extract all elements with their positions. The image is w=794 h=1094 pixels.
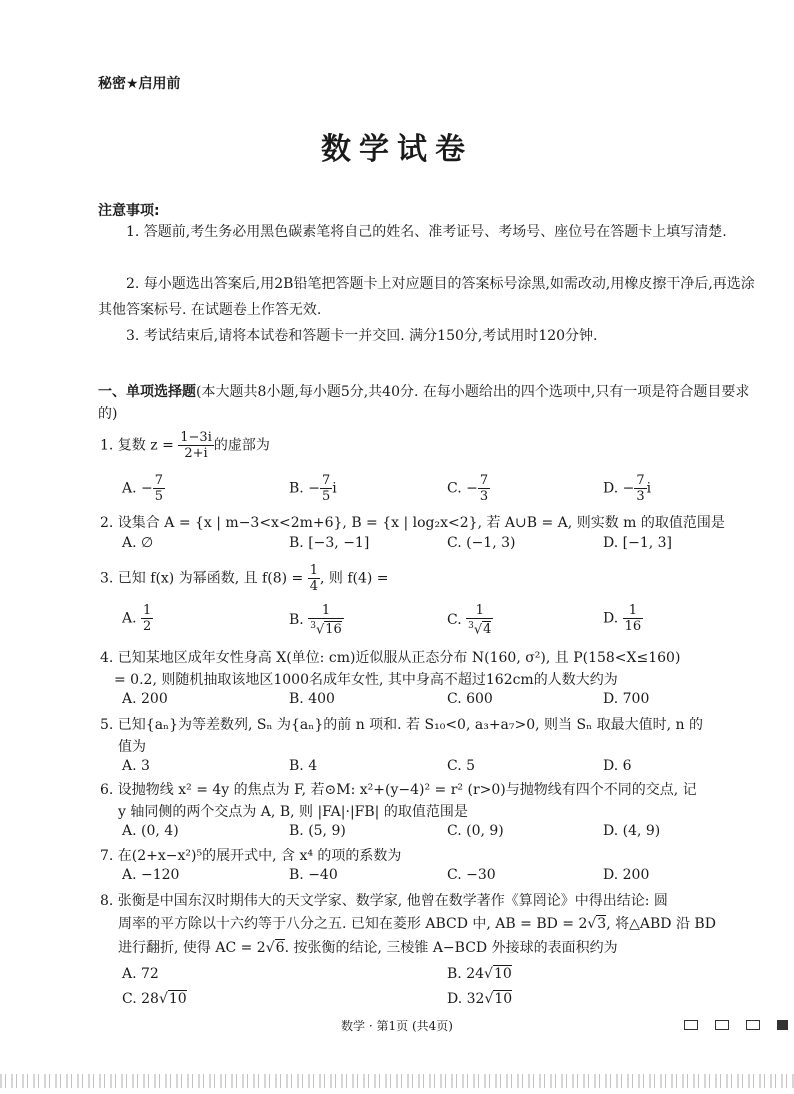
question-8-line-1: 8. 张衡是中国东汉时期伟大的天文学家、数学家, 他曾在数学著作《算罔论》中得出结论: 圆 — [100, 893, 668, 909]
root-index: 3 — [468, 621, 474, 631]
opt-label: A. — [122, 480, 137, 497]
q6-option-b[interactable]: B. (5, 9) — [289, 823, 346, 839]
q3-fraction — [308, 563, 320, 594]
q4-option-a[interactable]: A. 200 — [122, 691, 168, 707]
opt-frac — [466, 603, 493, 637]
question-6-line-2: y 轴同侧的两个交点为 A, B, 则 |FA|·|FB| 的取值范围是 — [118, 804, 468, 820]
opt-num: 7 — [636, 473, 645, 488]
opt-frac — [623, 603, 644, 634]
q1-option-a[interactable] — [122, 473, 165, 504]
opt-den: 3 — [636, 489, 645, 504]
q8-radicand-2: 6 — [275, 940, 285, 956]
opt-suffix: i — [646, 480, 652, 497]
opt-sign: − — [466, 480, 478, 497]
opt-num: 7 — [479, 473, 489, 488]
section-desc: (本大题共8小题,每小题5分,共40分. 在每小题给出的四个选项中,只有一项是符合题目要求的) — [98, 384, 750, 422]
q3-option-c[interactable] — [447, 603, 493, 637]
opt-den: 2 — [143, 619, 152, 634]
q1-option-c[interactable] — [447, 473, 490, 504]
q3-option-a[interactable] — [122, 603, 153, 634]
q5-option-d[interactable]: D. 6 — [603, 758, 632, 774]
opt-label: B. — [447, 966, 462, 982]
q1-option-b[interactable] — [289, 473, 337, 504]
q1-num: 1−3i — [180, 430, 212, 445]
q4-option-c[interactable]: C. 600 — [447, 691, 493, 707]
opt-coef: 28 — [141, 991, 159, 1007]
q8-line2-post: , 将△ABD 沿 BD — [606, 916, 716, 932]
q8-radicand-1: 3 — [597, 916, 607, 932]
radicand: 10 — [494, 991, 513, 1007]
question-5-line-2: 值为 — [118, 739, 146, 755]
q1-stem-post: 的虚部为 — [213, 437, 270, 454]
question-3 — [100, 563, 760, 594]
opt-label: D. — [603, 610, 619, 627]
q1-stem-pre: 1. 复数 z = — [100, 437, 179, 454]
opt-frac — [478, 473, 490, 504]
q7-option-a[interactable]: A. −120 — [122, 867, 180, 883]
q3-stem-pre: 3. 已知 f(x) 为幂函数, 且 f(8) = — [100, 570, 308, 587]
opt-den: $^3$√16 — [310, 621, 342, 638]
opt-label: B. — [289, 480, 304, 497]
q3-num: 1 — [309, 563, 318, 578]
opt-label: D. — [447, 991, 463, 1007]
question-4-line-1: 4. 已知某地区成年女性身高 X(单位: cm)近似服从正态分布 N(160, σ²), 且 P(158<X≤160) — [100, 650, 681, 666]
opt-coef: 72 — [141, 966, 159, 982]
opt-label: A. — [122, 966, 137, 982]
radicand: 4 — [483, 622, 492, 638]
q7-option-c[interactable]: C. −30 — [447, 867, 496, 883]
opt-sign: − — [622, 480, 635, 497]
opt-frac — [153, 473, 165, 504]
opt-frac — [320, 473, 332, 504]
q8-option-b[interactable]: B. 24√10 — [447, 966, 512, 982]
question-5-line-1: 5. 已知{aₙ}为等差数列, Sₙ 为{aₙ}的前 n 项和. 若 S₁₀<0, a₃+a₇>0, 则当 Sₙ 取最大值时, n 的 — [100, 717, 703, 733]
page-footer: 数学 · 第1页 (共4页) — [341, 1019, 453, 1033]
opt-den: $^3$√4 — [468, 621, 492, 638]
radicand: 10 — [493, 966, 512, 982]
opt-label: A. — [122, 610, 137, 627]
q5-option-a[interactable]: A. 3 — [122, 758, 150, 774]
section-title: 一、单项选择题 — [98, 384, 196, 400]
q6-option-a[interactable]: A. (0, 4) — [122, 823, 179, 839]
question-2: 2. 设集合 A = {x | m−3<x<2m+6}, B = {x | log₂x<2}, 若 A∪B = A, 则实数 m 的取值范围是 — [100, 515, 725, 531]
question-4-line-2: = 0.2, 则随机抽取该地区1000名成年女性, 其中身高不超过162cm的人数大约为 — [114, 672, 618, 688]
q2-option-d[interactable]: D. [−1, 3] — [603, 535, 672, 551]
opt-label: D. — [603, 480, 619, 497]
q3-stem-post: , 则 f(4) = — [319, 570, 389, 587]
opt-frac — [634, 473, 646, 504]
q4-option-d[interactable]: D. 700 — [603, 691, 650, 707]
question-8-line-2: 周率的平方除以十六约等于八分之五. 已知在菱形 ABCD 中, AB = BD = 2√3, 将△ABD 沿 BD — [118, 916, 716, 932]
q7-option-d[interactable]: D. 200 — [603, 867, 650, 883]
q5-option-b[interactable]: B. 4 — [289, 758, 318, 774]
q8-option-c[interactable]: C. 28√10 — [122, 991, 187, 1007]
opt-frac — [141, 603, 153, 634]
radicand: 10 — [168, 991, 187, 1007]
q2-option-a[interactable]: A. ∅ — [122, 535, 154, 551]
opt-den: 5 — [321, 489, 331, 504]
question-7: 7. 在(2+x−x²)⁵的展开式中, 含 x⁴ 的项的系数为 — [100, 848, 402, 864]
notice-item-2: 2. 每小题选出答案后,用2B铅笔把答题卡上对应题目的答案标号涂黑,如需改动,用橡皮擦干净后,再选涂其他答案标号. 在试题卷上作答无效. — [98, 276, 755, 318]
q1-fraction — [178, 430, 214, 461]
q6-option-c[interactable]: C. (0, 9) — [447, 823, 504, 839]
opt-num: 1 — [623, 603, 644, 619]
opt-num: 1 — [308, 603, 344, 619]
radicand: 16 — [325, 622, 342, 638]
opt-coef: 32 — [466, 991, 485, 1007]
notice-item-3: 3. 考试结束后,请将本试卷和答题卡一并交回. 满分150分,考试用时120分钟. — [126, 328, 598, 344]
opt-num: 7 — [154, 473, 164, 488]
opt-num: 1 — [143, 603, 152, 618]
q5-option-c[interactable]: C. 5 — [447, 758, 476, 774]
q3-option-b[interactable] — [289, 603, 344, 637]
opt-coef: 24 — [466, 966, 485, 982]
marker-box-icon — [715, 1020, 729, 1030]
opt-den: 5 — [154, 489, 164, 504]
confidential-mark: 秘密★启用前 — [98, 76, 181, 92]
q7-option-b[interactable]: B. −40 — [289, 867, 338, 883]
opt-label: B. — [289, 612, 304, 629]
notice-heading: 注意事项: — [98, 203, 160, 219]
q8-option-d[interactable]: D. 32√10 — [447, 991, 513, 1007]
q2-option-c[interactable]: C. (−1, 3) — [447, 535, 516, 551]
notice-item-1: 1. 答题前,考生务必用黑色碳素笔将自己的姓名、准考证号、考场号、座位号在答题卡上填写清楚. — [126, 224, 727, 240]
question-8-line-3: 进行翻折, 使得 AC = 2√6. 按张衡的结论, 三棱锥 A−BCD 外接球的表面积约为 — [118, 940, 618, 956]
opt-label: C. — [447, 480, 462, 497]
q4-option-b[interactable]: B. 400 — [289, 691, 335, 707]
q3-den: 4 — [309, 579, 318, 594]
opt-den: 16 — [624, 619, 642, 634]
opt-suffix: i — [332, 480, 337, 497]
q8-line3-post: . 按张衡的结论, 三棱锥 A−BCD 外接球的表面积约为 — [284, 940, 618, 956]
q3-option-d[interactable] — [603, 603, 643, 634]
opt-label: C. — [122, 991, 137, 1007]
q1-den: 2+i — [184, 446, 208, 461]
page-marker-boxes — [684, 1018, 788, 1034]
opt-sign: − — [141, 480, 153, 497]
opt-label: C. — [447, 612, 462, 629]
opt-den: 3 — [479, 489, 489, 504]
opt-sign: − — [308, 480, 320, 497]
opt-frac — [308, 603, 344, 637]
q2-option-b[interactable]: B. [−3, −1] — [289, 535, 370, 551]
section-heading — [98, 381, 758, 425]
scan-edge-noise — [0, 1074, 794, 1088]
question-6-line-1: 6. 设抛物线 x² = 4y 的焦点为 F, 若⊙M: x²+(y−4)² = r² (r>0)与抛物线有四个不同的交点, 记 — [100, 782, 697, 798]
root-index: 3 — [310, 621, 316, 631]
q8-line2-pre: 周率的平方除以十六约等于八分之五. 已知在菱形 ABCD 中, AB = BD = 2 — [118, 916, 588, 932]
marker-box-icon — [684, 1020, 698, 1030]
marker-filled-box-icon — [777, 1020, 788, 1030]
opt-num: 1 — [466, 603, 493, 619]
q1-option-d[interactable] — [603, 473, 651, 504]
page-title: 数学试卷 — [321, 132, 473, 167]
q6-option-d[interactable]: D. (4, 9) — [603, 823, 661, 839]
q8-line3-pre: 进行翻折, 使得 AC = 2 — [118, 940, 266, 956]
q8-option-a[interactable] — [122, 966, 159, 982]
question-1 — [100, 430, 760, 461]
marker-box-icon — [746, 1020, 760, 1030]
opt-num: 7 — [321, 473, 331, 488]
